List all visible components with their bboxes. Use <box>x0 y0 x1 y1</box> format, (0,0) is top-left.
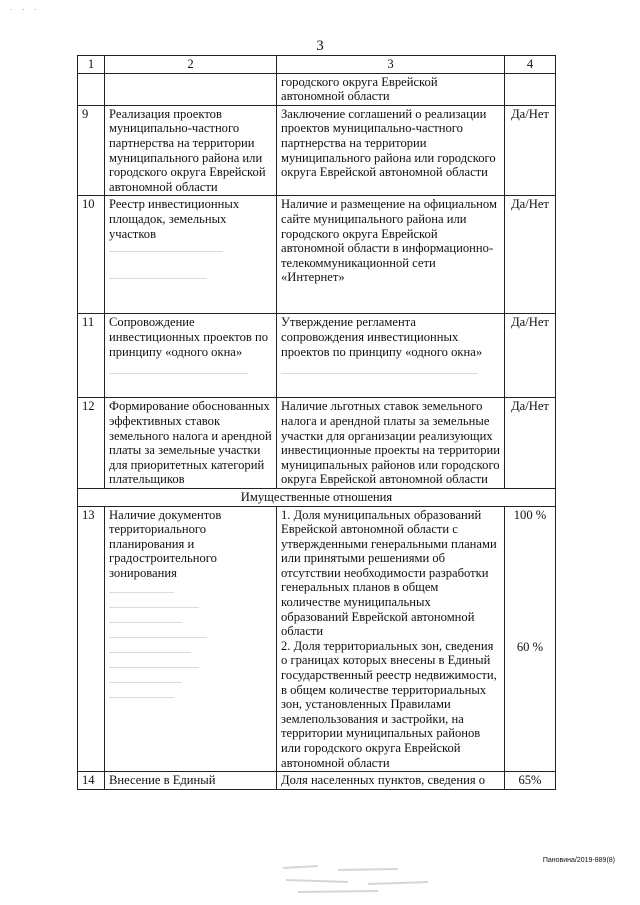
value-2: 60 % <box>516 640 544 655</box>
table-header <box>78 56 556 74</box>
header-col-4: 4 <box>505 56 556 74</box>
value-cell <box>505 506 556 772</box>
value-cell: Да/Нет <box>505 398 556 489</box>
table-row <box>78 105 556 196</box>
criteria-table <box>77 55 556 790</box>
row-number: 14 <box>78 772 105 790</box>
header-col-3: 3 <box>277 56 505 74</box>
indicator-cell <box>105 196 277 314</box>
indicator-text: Сопровождение инвестиционных проектов по принципу «одного окна» <box>109 315 269 359</box>
indicator-cell: Реализация проектов муниципально-частного партнерства на территории муниципального района или городского округа Еврейской автономной области <box>105 105 277 196</box>
faint-scan-line <box>281 373 478 374</box>
criterion-cell: Заключение соглашений о реализации проектов муниципально-частного партнерства на территории муниципального района или городского округа Еврейской автономной области <box>277 105 505 196</box>
faint-scan-line <box>109 667 199 668</box>
criterion-cell <box>277 506 505 772</box>
faint-scan-line <box>109 592 174 593</box>
row-number: 10 <box>78 196 105 314</box>
faint-scan-line <box>109 251 223 252</box>
criterion-cell: городского округа Еврейской автономной области <box>277 73 505 105</box>
table-row <box>78 73 556 105</box>
row-number: 9 <box>78 105 105 196</box>
header-col-1: 1 <box>78 56 105 74</box>
table-row <box>78 196 556 314</box>
value-cell: Да/Нет <box>505 105 556 196</box>
value-cell: Да/Нет <box>505 196 556 314</box>
document-reference: Пановина/2019-889(8) <box>542 857 615 864</box>
faint-scan-line <box>109 637 207 638</box>
indicator-cell <box>105 314 277 398</box>
criterion-text: Утверждение регламента сопровождения инвестиционных проектов по принципу «одного окна» <box>281 315 483 359</box>
row-number: 11 <box>78 314 105 398</box>
value-cell: 65% <box>505 772 556 790</box>
row-number: 12 <box>78 398 105 489</box>
faint-scan-line <box>109 278 207 279</box>
faint-scan-line <box>109 652 191 653</box>
indicator-cell: Формирование обоснованных эффективных ставок земельного налога и арендной платы за земельные участки для приоритетных категорий плательщиков <box>105 398 277 489</box>
criterion-cell: Наличие и размещение на официальном сайте муниципального района или городского округа Еврейской автономной области в информационно-телекоммуникационной сети «Интернет» <box>277 196 505 314</box>
criterion-text-1: 1. Доля муниципальных образований Еврейской автономной области с утвержденными генеральными планами или принятыми решениями об отсутствии необходимости разработки генеральных планов в общем количестве муниципальных образований Еврейской автономной области <box>281 507 497 639</box>
faint-scan-line <box>109 607 199 608</box>
row-number <box>78 73 105 105</box>
faint-scan-line <box>109 622 182 623</box>
indicator-cell <box>105 506 277 772</box>
section-title: Имущественные отношения <box>78 488 556 506</box>
table-row <box>78 772 556 790</box>
table-row <box>78 314 556 398</box>
value-1: 100 % <box>513 507 547 522</box>
header-col-2: 2 <box>105 56 277 74</box>
scan-marks: · · · <box>10 6 41 14</box>
table-row <box>78 398 556 489</box>
indicator-text: Наличие документов территориального планирования и градостроительного зонирования <box>109 507 222 580</box>
faint-scan-line <box>109 697 174 698</box>
value-cell: Да/Нет <box>505 314 556 398</box>
table-row <box>78 506 556 772</box>
page-number: 3 <box>316 38 324 54</box>
indicator-cell <box>105 73 277 105</box>
criterion-cell: Доля населенных пунктов, сведения о <box>277 772 505 790</box>
section-row <box>78 488 556 506</box>
criterion-cell <box>277 314 505 398</box>
criterion-cell: Наличие льготных ставок земельного налога и арендной платы за земельные участки для организации реализующих инвестиционные проекты на территории муниципальных районов или городского округа Еврейской автономной области <box>277 398 505 489</box>
criterion-text-2: 2. Доля территориальных зон, сведения о границах которых внесены в Единый государственный реестр недвижимости, в общем количестве территориальных зон, установленных Правилами землепользования и застройки, на территории муниципальных районов или городского округа Еврейской автономной области <box>281 638 497 770</box>
value-cell <box>505 73 556 105</box>
faint-scan-line <box>109 682 182 683</box>
row-number: 13 <box>78 506 105 772</box>
indicator-cell: Внесение в Единый <box>105 772 277 790</box>
faint-scan-line <box>109 373 248 374</box>
faint-stamp-smudge <box>278 860 438 896</box>
indicator-text: Реестр инвестиционных площадок, земельных участков <box>109 197 240 241</box>
